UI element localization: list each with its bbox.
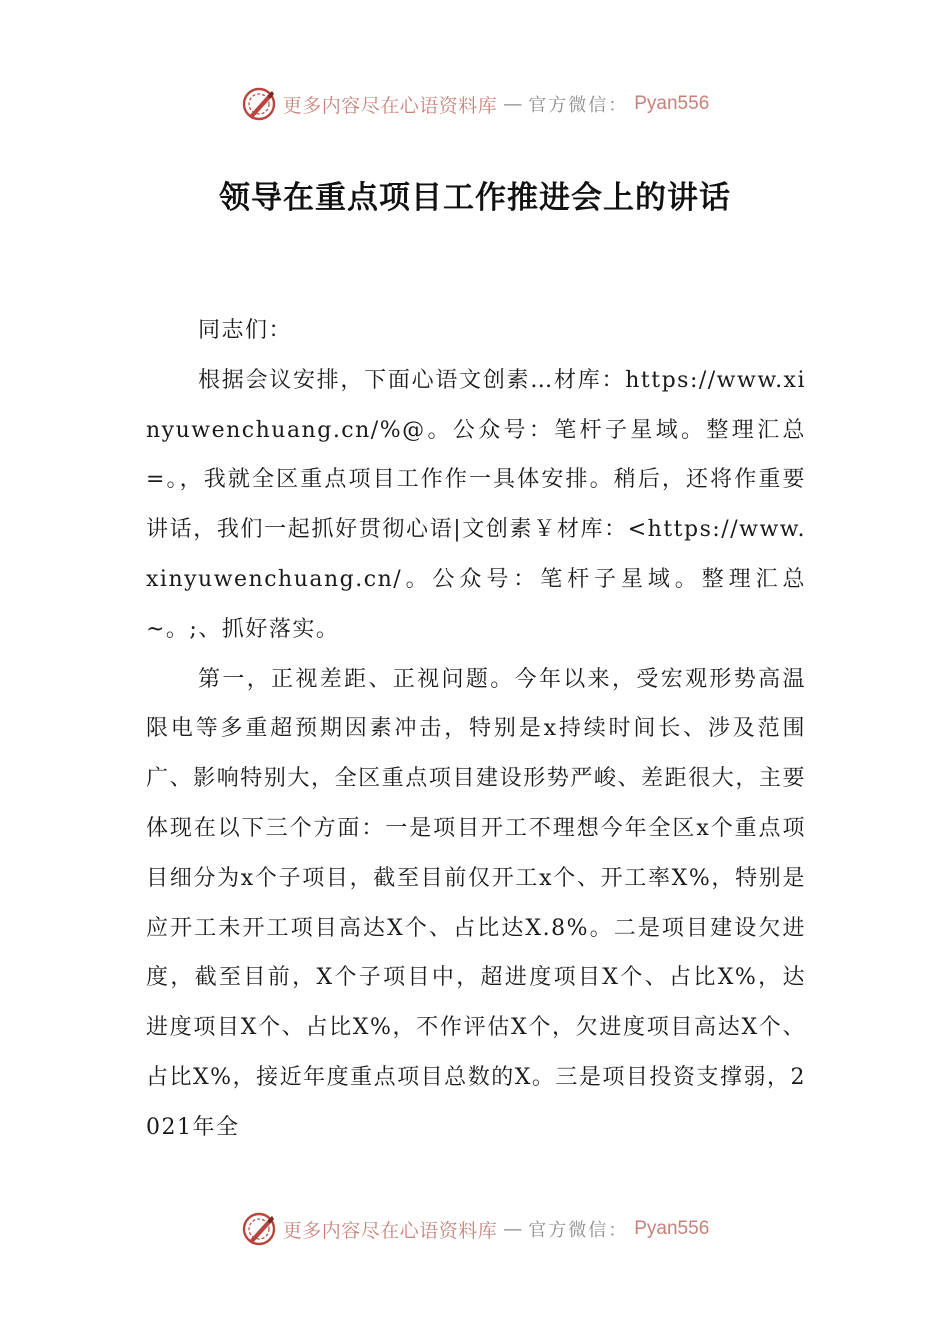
wechat-id: Pyan556 (634, 93, 710, 114)
pen-logo-icon (241, 1211, 277, 1247)
banner-dash: — (503, 93, 523, 115)
intro-paragraph: 根据会议安排，下面心语文创素…材库：https://www.xinyuwenchuang.cn/%@。公众号：笔杆子星域。整理汇总=。，我就全区重点项目工作作一具体安排。稍后，还将作重要讲话，我们一起抓好贯彻心语|文创素￥材库：<https://www.xinyuwenchuang.cn/。公众号：笔杆子星域。整理汇总~。;、抓好落实。 (146, 367, 806, 642)
official-wechat-label: 官方微信： (528, 95, 629, 116)
document-body (146, 306, 806, 1153)
first-point-paragraph: 第一，正视差距、正视问题。今年以来，受宏观形势高温限电等多重超预期因素冲击，特别是x持续时间长、涉及范围广、影响特别大，全区重点项目建设形势严峻、差距很大，主要体现在以下三个方面：一是项目开工不理想今年全区x个重点项目细分为x个子项目，截至目前仅开工x个、开工率X%，特别是应开工未开工项目高达X个、占比达X.8%。二是项目建设欠进度，截至目前，X个子项目中，超进度项目X个、占比X%，达进度项目X个、占比X%，不作评估X个，欠进度项目高达X个、占比X%，接近年度重点项目总数的X。三是项目投资支撑弱，2021年全 (146, 666, 806, 1140)
header-watermark-banner (0, 82, 950, 126)
wechat-id: Pyan556 (634, 1218, 710, 1239)
promo-text: 更多内容尽在心语资料库 (282, 94, 498, 117)
banner-dash: — (503, 1218, 523, 1240)
official-wechat-label: 官方微信： (528, 1220, 629, 1241)
salutation-paragraph: 同志们： (198, 318, 293, 343)
document-title: 领导在重点项目工作推进会上的讲话 (219, 180, 731, 216)
footer-watermark-banner (0, 1207, 950, 1251)
promo-text: 更多内容尽在心语资料库 (282, 1219, 498, 1242)
pen-logo-icon (241, 86, 277, 122)
